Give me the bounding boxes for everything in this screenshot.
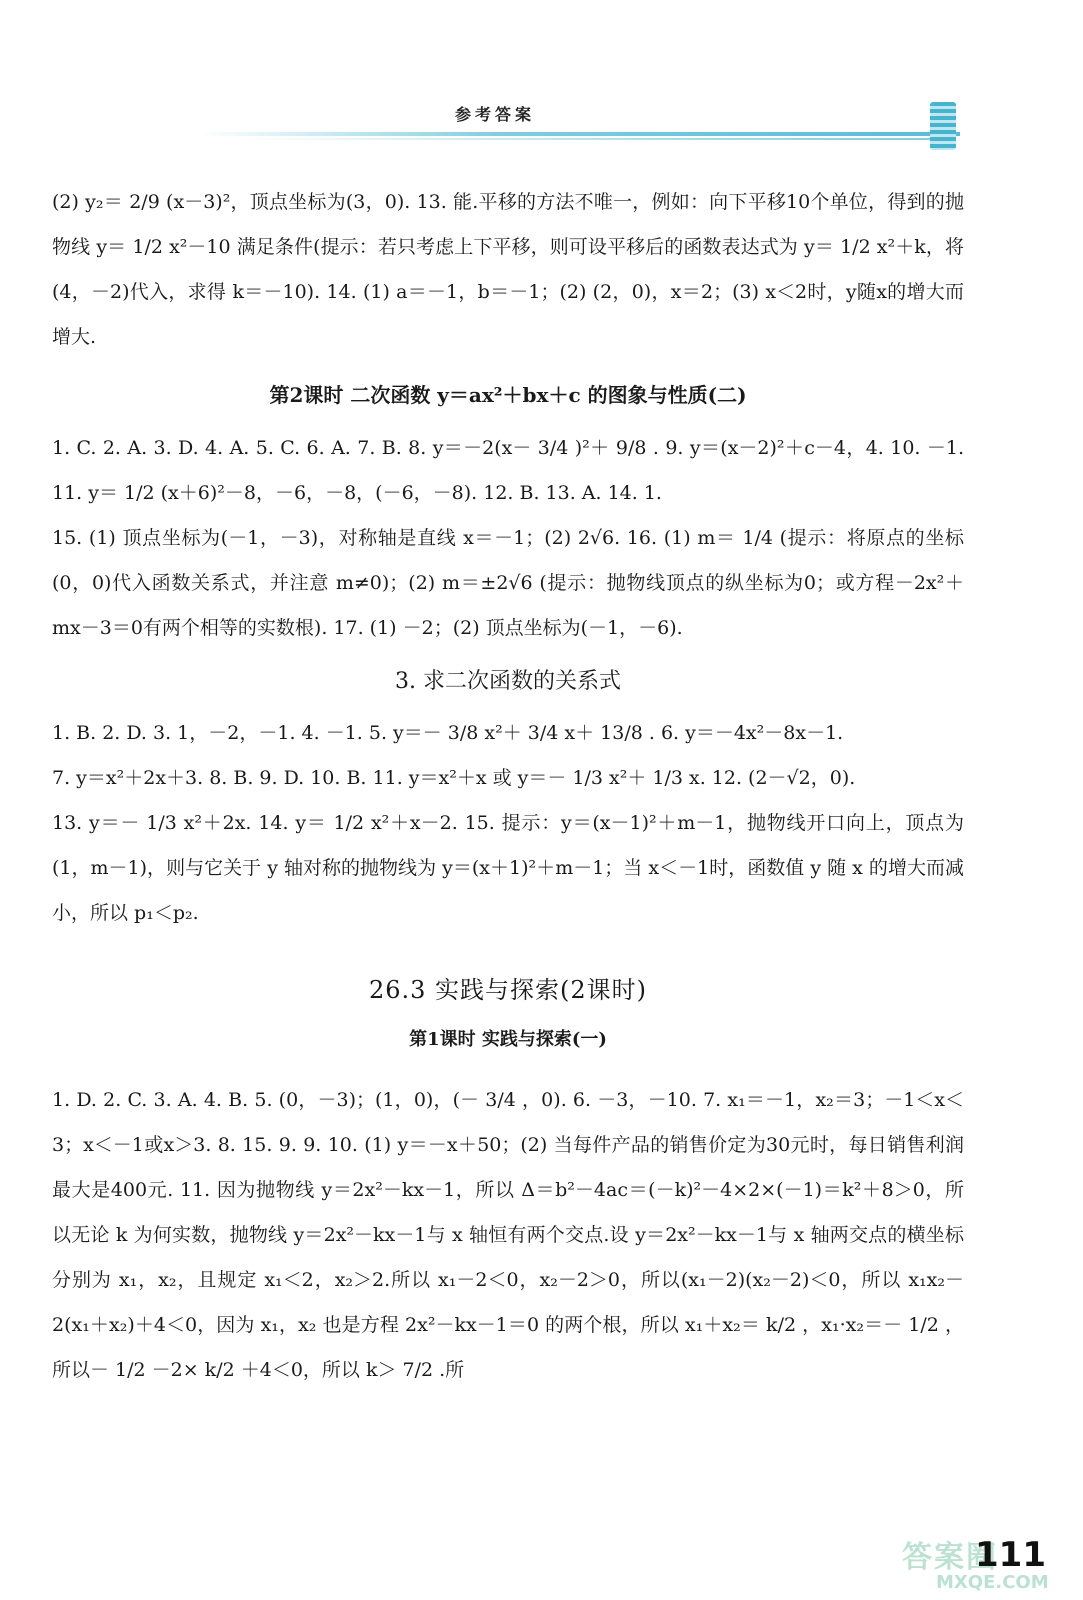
chapter-title-26-3: 26.3 实践与探索(2课时) [368,976,648,1004]
section-title-lesson-2: 第2课时 二次函数 y＝ax²＋bx＋c 的图象与性质(二) [269,383,747,407]
page-number: 111 [975,1535,1046,1575]
answer-paragraph-relation-a: 1. B. 2. D. 3. 1，－2，－1. 4. －1. 5. y＝－ 3/8 x²＋ 3/4 x＋ 13/8 . 6. y＝－4x²－8x－1. [52,722,844,744]
header-title: 参考答案 [455,105,536,124]
section-title-find-relation: 3. 求二次函数的关系式 [395,669,621,694]
answer-paragraph-relation-b: 7. y＝x²＋2x＋3. 8. B. 9. D. 10. B. 11. y＝x²＋x 或 y＝－ 1/3 x²＋ 1/3 x. 12. (2－√2，0). [52,767,856,789]
answer-paragraph-lesson2-b: 15. (1) 顶点坐标为(－1，－3)，对称轴是直线 x＝－1；(2) 2√6. 16. (1) m＝ 1/4 (提示：将原点的坐标(0，0)代入函数关系式，并注意 m≠0)；(2) m＝±2√6 (提示：抛物线顶点的纵坐标为0；或方程－2x²＋mx－3＝0有两个相等的实数根). 17. (1) －2；(2) 顶点坐标为(－1，－6). [52,527,964,639]
section-title-lesson-1: 第1课时 实践与探索(一) [409,1029,607,1050]
header-rule-secondary [240,138,940,140]
answer-paragraph-practice: 1. D. 2. C. 3. A. 4. B. 5. (0，－3)；(1，0)，(－ 3/4 ，0). 6. －3，－10. 7. x₁＝－1，x₂＝3；－1＜x＜3；x＜－1或x＞3. 8. 15. 9. 9. 10. (1) y＝－x＋50；(2) 当每件产品的销售价定为30元时，每日销售利润最大是400元. 11. 因为抛物线 y＝2x²－kx－1，所以 Δ＝b²－4ac＝(－k)²－4×2×(－1)＝k²＋8＞0，所以无论 k 为何实数，抛物线 y＝2x²－kx－1与 x 轴恒有两个交点.设 y＝2x²－kx－1与 x 轴两交点的横坐标分别为 x₁，x₂，且规定 x₁＜2，x₂＞2.所以 x₁－2＜0，x₂－2＞0，所以(x₁－2)(x₂－2)＜0，所以 x₁x₂－2(x₁＋x₂)＋4＜0，因为 x₁，x₂ 也是方程 2x²－kx－1＝0 的两个根，所以 x₁＋x₂＝ k/2 ，x₁·x₂＝－ 1/2 ，所以－ 1/2 －2× k/2 ＋4＜0，所以 k＞ 7/2 .所 [52,1089,964,1381]
answer-paragraph-relation-c: 13. y＝－ 1/3 x²＋2x. 14. y＝ 1/2 x²＋x－2. 15. 提示：y＝(x－1)²＋m－1，抛物线开口向上，顶点为(1，m－1)，则与它关于 y 轴对称的抛物线为 y＝(x＋1)²＋m－1；当 x＜－1时，函数值 y 随 x 的增大而减小，所以 p₁＜p₂. [52,812,964,924]
answer-paragraph-lesson2-a: 1. C. 2. A. 3. D. 4. A. 5. C. 6. A. 7. B. 8. y＝－2(x－ 3/4 )²＋ 9/8 . 9. y＝(x－2)²＋c－4，4. 10. －1. 11. y＝ 1/2 (x＋6)²－8，－6，－8，(－6，－8). 12. B. 13. A. 14. 1. [52,437,964,504]
answer-content [52,180,964,1393]
watermark-logo-text: 答案圈 [902,1540,998,1575]
header-decoration [930,102,956,150]
watermark-url: MXQE.COM [936,1572,1049,1593]
page-header [0,60,1083,150]
answer-paragraph-continued: (2) y₂＝ 2/9 (x－3)²，顶点坐标为(3，0). 13. 能.平移的方法不唯一，例如：向下平移10个单位，得到的抛物线 y＝ 1/2 x²－10 满足条件(提示：若只考虑上下平移，则可设平移后的函数表达式为 y＝ 1/2 x²＋k，将(4，－2)代入，求得 k＝－10). 14. (1) a＝－1，b＝－1；(2) (2，0)，x＝2；(3) x＜2时，y随x的增大而增大. [52,191,964,348]
header-rule [200,132,960,136]
